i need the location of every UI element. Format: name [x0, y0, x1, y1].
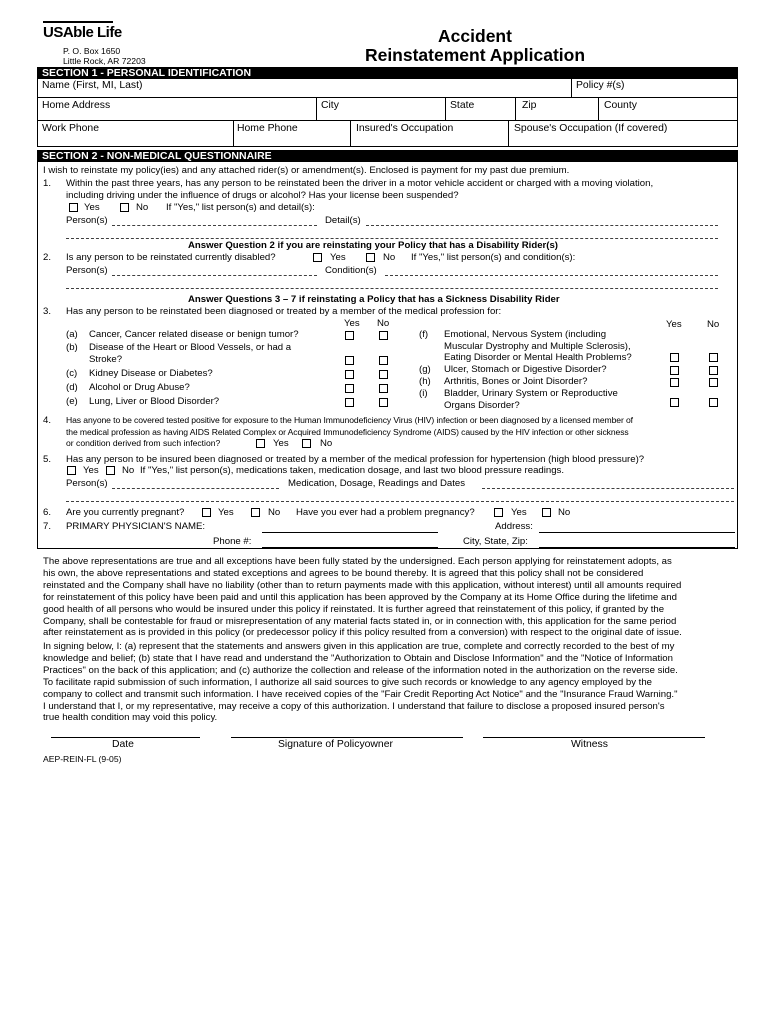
- condition-letter: (b): [66, 342, 78, 353]
- q6b-yes-checkbox[interactable]: [494, 508, 503, 517]
- q2-no-label: No: [383, 252, 396, 263]
- section-2-heading: SECTION 2 - NON-MEDICAL QUESTIONNAIRE: [37, 150, 738, 162]
- q2-persons-field[interactable]: [112, 275, 317, 276]
- q3f-yes-checkbox[interactable]: [670, 353, 679, 362]
- q3h-no-checkbox[interactable]: [709, 378, 718, 387]
- paragraph-line: reinstated and the Company shall have no liability (other than to return payments made with this application, without interest) until all amounts required: [43, 579, 682, 591]
- form-number: AEP-REIN-FL (9-05): [43, 754, 122, 764]
- q6b-yes-label: Yes: [511, 507, 527, 518]
- divider: [515, 98, 516, 120]
- physician-city-field[interactable]: [539, 547, 735, 548]
- condition-letter: (h): [419, 376, 431, 387]
- q6-no-checkbox[interactable]: [251, 508, 260, 517]
- q5-yes-checkbox[interactable]: [67, 466, 76, 475]
- q4-text-line-2: the medical profession as having AIDS Related Complex or Acquired Immunodeficiency Syndrome (AIDS) caused by the HIV infection or other sickness: [66, 427, 629, 437]
- date-signature-line[interactable]: [51, 737, 200, 738]
- q2-heading: Answer Question 2 if you are reinstating your Policy that has a Disability Rider(s): [188, 240, 558, 251]
- physician-phone-field[interactable]: [262, 547, 438, 548]
- city-state-zip-label: City, State, Zip:: [463, 536, 528, 547]
- condition-text: Eating Disorder or Mental Health Problems?: [444, 352, 632, 363]
- q2-number: 2.: [43, 252, 52, 263]
- q4-yes-checkbox[interactable]: [256, 439, 265, 448]
- representations-paragraph: [43, 556, 735, 639]
- address-line-2: Little Rock, AR 72203: [63, 56, 146, 66]
- address-label: Address:: [495, 521, 533, 532]
- condition-text: Organs Disorder?: [444, 400, 520, 411]
- paragraph-line: his own, the above representations and stated exceptions and agrees to be bound thereby. It is agreed that this policy shall not be considered: [43, 567, 644, 579]
- q5-medication-label: Medication, Dosage, Readings and Dates: [288, 478, 466, 489]
- q3-right-no-header: No: [707, 319, 720, 330]
- row-divider: [37, 120, 738, 121]
- q3g-yes-checkbox[interactable]: [670, 366, 679, 375]
- q3e-no-checkbox[interactable]: [379, 398, 388, 407]
- q1-text-line-2: including driving under the influence of drugs or alcohol? Has your license been suspended?: [66, 190, 459, 201]
- paragraph-line: Company, shall be contestable for fraud or misrepresentation of any material facts stated in, or in connection with, this application for the same period: [43, 615, 677, 627]
- condition-letter: (e): [66, 396, 78, 407]
- condition-text: Ulcer, Stomach or Digestive Disorder?: [444, 364, 607, 375]
- condition-letter: (d): [66, 382, 78, 393]
- q7-text: PRIMARY PHYSICIAN'S NAME:: [66, 521, 206, 532]
- q1-no-checkbox[interactable]: [120, 203, 129, 212]
- q1-detail-field-2[interactable]: [66, 238, 718, 239]
- q3-number: 3.: [43, 306, 52, 317]
- q1-no-label: No: [136, 202, 149, 213]
- divider: [445, 98, 446, 120]
- paragraph-line: true health condition may void this policy.: [43, 712, 218, 724]
- physician-name-field[interactable]: [262, 532, 438, 533]
- q3-left-no-header: No: [377, 318, 390, 329]
- q1-detail-label: Detail(s): [325, 215, 361, 226]
- q3c-yes-checkbox[interactable]: [345, 370, 354, 379]
- q3b-no-checkbox[interactable]: [379, 356, 388, 365]
- condition-text: Cancer, Cancer related disease or benign tumor?: [89, 329, 299, 340]
- paragraph-line: for reinstatement of this policy have been paid and until this application has been approved by the Company at its Home Office during the lifetime and: [43, 591, 677, 603]
- paragraph-line: To facilitate rapid submission of such information, I authorize all said sources to give such records or knowledge to any agency employed by the: [43, 676, 652, 688]
- q3d-no-checkbox[interactable]: [379, 384, 388, 393]
- paragraph-line: In signing below, I: (a) represent that the statements and answers given in this application are true, complete and correctly recorded to the best of my: [43, 641, 675, 652]
- q3f-no-checkbox[interactable]: [709, 353, 718, 362]
- divider: [316, 98, 317, 120]
- witness-signature-line[interactable]: [483, 737, 705, 738]
- q4-no-checkbox[interactable]: [302, 439, 311, 448]
- q6-text-2: Have you ever had a problem pregnancy?: [296, 507, 475, 518]
- q5-yes-label: Yes: [83, 465, 99, 476]
- q3-text: Has any person to be reinstated been diagnosed or treated by a member of the medical profession for:: [66, 306, 502, 317]
- county-label: County: [604, 100, 637, 111]
- logo-rule: [43, 21, 113, 23]
- form-title-line-2: Reinstatement Application: [364, 45, 586, 65]
- q2-yes-label: Yes: [330, 252, 346, 263]
- q3i-no-checkbox[interactable]: [709, 398, 718, 407]
- zip-label: Zip: [522, 100, 537, 111]
- q4-yes-label: Yes: [273, 438, 289, 449]
- q5-text: Has any person to be insured been diagnosed or treated by a member of the medical profession for hypertension (high blood pressure)?: [66, 454, 645, 465]
- state-label: State: [450, 100, 475, 111]
- condition-letter: (i): [419, 388, 428, 399]
- divider: [233, 121, 234, 147]
- q5-medication-field-2[interactable]: [66, 501, 734, 502]
- spouse-occupation-label: Spouse's Occupation (If covered): [514, 123, 668, 134]
- q6-no-label: No: [268, 507, 281, 518]
- home-address-label: Home Address: [42, 100, 111, 111]
- q2-persons-label: Person(s): [66, 265, 108, 276]
- condition-letter: (a): [66, 329, 78, 340]
- q5-persons-field[interactable]: [112, 488, 279, 489]
- q2-no-checkbox[interactable]: [366, 253, 375, 262]
- q4-text-line-1: Has anyone to be covered tested positive for exposure to the Human Immunodeficiency Virus (HIV) infection or been diagnosed by a licensed member of: [66, 415, 633, 425]
- signing-paragraph: [43, 641, 735, 724]
- condition-text: Disease of the Heart or Blood Vessels, or had a: [89, 342, 292, 353]
- paragraph-line: knowledge and belief; (b) state that I have read and understand the "Authorization to Obtain and Disclose Information" and the "Notice of Information: [43, 652, 673, 664]
- address-line-1: P. O. Box 1650: [63, 46, 121, 56]
- q3a-no-checkbox[interactable]: [379, 331, 388, 340]
- name-field-label: Name (First, MI, Last): [42, 80, 143, 91]
- q3e-yes-checkbox[interactable]: [345, 398, 354, 407]
- q4-number: 4.: [43, 415, 52, 426]
- q5-no-checkbox[interactable]: [106, 466, 115, 475]
- q2-if-yes: If "Yes," list person(s) and condition(s):: [411, 252, 576, 263]
- q1-persons-field[interactable]: [112, 225, 317, 226]
- condition-text: Alcohol or Drug Abuse?: [89, 382, 190, 393]
- policy-number-label: Policy #(s): [576, 80, 625, 91]
- q1-detail-field[interactable]: [366, 225, 718, 226]
- company-logo: USAble Life: [43, 24, 122, 41]
- q5-number: 5.: [43, 454, 52, 465]
- signature-label: Signature of Policyowner: [278, 739, 393, 750]
- q6-yes-label: Yes: [218, 507, 234, 518]
- q5-if-yes: If "Yes," list person(s), medications taken, medication dosage, and last two blood pressure readings.: [140, 465, 565, 476]
- q6-yes-checkbox[interactable]: [202, 508, 211, 517]
- q6-text: Are you currently pregnant?: [66, 507, 185, 518]
- physician-address-field[interactable]: [539, 532, 735, 533]
- date-label: Date: [112, 739, 134, 750]
- paragraph-line: good health of all persons who would be insured under this policy if reinstated. It is further agreed that reinstatement of this policy, if granted by the: [43, 603, 665, 615]
- q6b-no-checkbox[interactable]: [542, 508, 551, 517]
- city-label: City: [321, 100, 339, 111]
- form-title-line-1: Accident: [438, 26, 512, 46]
- condition-text: Arthritis, Bones or Joint Disorder?: [444, 376, 588, 387]
- policyowner-signature-line[interactable]: [231, 737, 463, 738]
- condition-text: Emotional, Nervous System (including: [444, 329, 607, 340]
- q3b-yes-checkbox[interactable]: [345, 356, 354, 365]
- q4-no-label: No: [320, 438, 333, 449]
- q3d-yes-checkbox[interactable]: [345, 384, 354, 393]
- phone-label: Phone #:: [213, 536, 252, 547]
- condition-text: Stroke?: [89, 354, 123, 365]
- q5-medication-field[interactable]: [482, 488, 734, 489]
- q3c-no-checkbox[interactable]: [379, 370, 388, 379]
- paragraph-line: after reinstatement as is provided in this policy (or predecessor policy if this policy resulted from a conversion) with respect to the original date of issue.: [43, 627, 682, 639]
- condition-letter: (f): [419, 329, 429, 340]
- q6-number: 6.: [43, 507, 52, 518]
- section-1-heading: SECTION 1 - PERSONAL IDENTIFICATION: [37, 67, 738, 79]
- condition-text: Muscular Dystrophy and Multiple Sclerosis),: [444, 341, 631, 352]
- section-2-intro: I wish to reinstate my policy(ies) and any attached rider(s) or amendment(s). Enclosed is payment for my past due premium.: [43, 165, 570, 176]
- condition-text: Bladder, Urinary System or Reproductive: [444, 388, 618, 399]
- q1-persons-label: Person(s): [66, 215, 108, 226]
- q5-no-label: No: [122, 465, 135, 476]
- witness-label: Witness: [571, 739, 608, 750]
- q6b-no-label: No: [558, 507, 571, 518]
- paragraph-line: I understand that I, or my representative, may receive a copy of this authorization. I understand that failure to disclose a proposed insured person's: [43, 700, 665, 712]
- condition-text: Lung, Liver or Blood Disorder?: [89, 396, 220, 407]
- condition-letter: (g): [419, 364, 431, 375]
- q2-condition-label: Condition(s): [325, 265, 377, 276]
- q2-yes-checkbox[interactable]: [313, 253, 322, 262]
- paragraph-line: The above representations are true and all exceptions have been fully stated by the undersigned. Each person applying for reinstatement adopts, as: [43, 556, 672, 567]
- divider: [571, 79, 572, 98]
- q4-text-line-3: or condition derived from such infection?: [66, 438, 221, 448]
- paragraph-line: Practices" on the back of this application; and (c) authorize the collection and release of the information noted in the authorization on the reverse side.: [43, 664, 678, 676]
- q7-number: 7.: [43, 521, 52, 532]
- q2-condition-field[interactable]: [385, 275, 718, 276]
- insured-occupation-label: Insured's Occupation: [356, 123, 454, 134]
- row-divider: [37, 97, 738, 98]
- q3-7-heading: Answer Questions 3 – 7 if reinstating a Policy that has a Sickness Disability Rider: [188, 294, 560, 305]
- q3-right-yes-header: Yes: [666, 319, 682, 330]
- divider: [508, 121, 509, 147]
- home-phone-label: Home Phone: [237, 123, 298, 134]
- paragraph-line: company to collect and transmit such information. I have received copies of the "Fair Credit Reporting Act Notice" and the "Insurance Fraud Warning.": [43, 688, 678, 700]
- q1-if-yes: If "Yes," list person(s) and detail(s):: [166, 202, 315, 213]
- q3h-yes-checkbox[interactable]: [670, 378, 679, 387]
- divider: [598, 98, 599, 120]
- divider: [350, 121, 351, 147]
- q1-yes-label: Yes: [84, 202, 100, 213]
- q3g-no-checkbox[interactable]: [709, 366, 718, 375]
- form-title: [340, 27, 610, 65]
- q3a-yes-checkbox[interactable]: [345, 331, 354, 340]
- q5-persons-label: Person(s): [66, 478, 108, 489]
- q3i-yes-checkbox[interactable]: [670, 398, 679, 407]
- condition-letter: (c): [66, 368, 78, 379]
- q1-yes-checkbox[interactable]: [69, 203, 78, 212]
- q2-condition-field-2[interactable]: [66, 288, 718, 289]
- condition-text: Kidney Disease or Diabetes?: [89, 368, 213, 379]
- q2-text: Is any person to be reinstated currently disabled?: [66, 252, 276, 263]
- q1-number: 1.: [43, 178, 52, 189]
- q3-left-yes-header: Yes: [344, 318, 360, 329]
- work-phone-label: Work Phone: [42, 123, 99, 134]
- q1-text-line-1: Within the past three years, has any person to be reinstated been the driver in a motor vehicle accident or charged with a moving violation,: [66, 178, 654, 189]
